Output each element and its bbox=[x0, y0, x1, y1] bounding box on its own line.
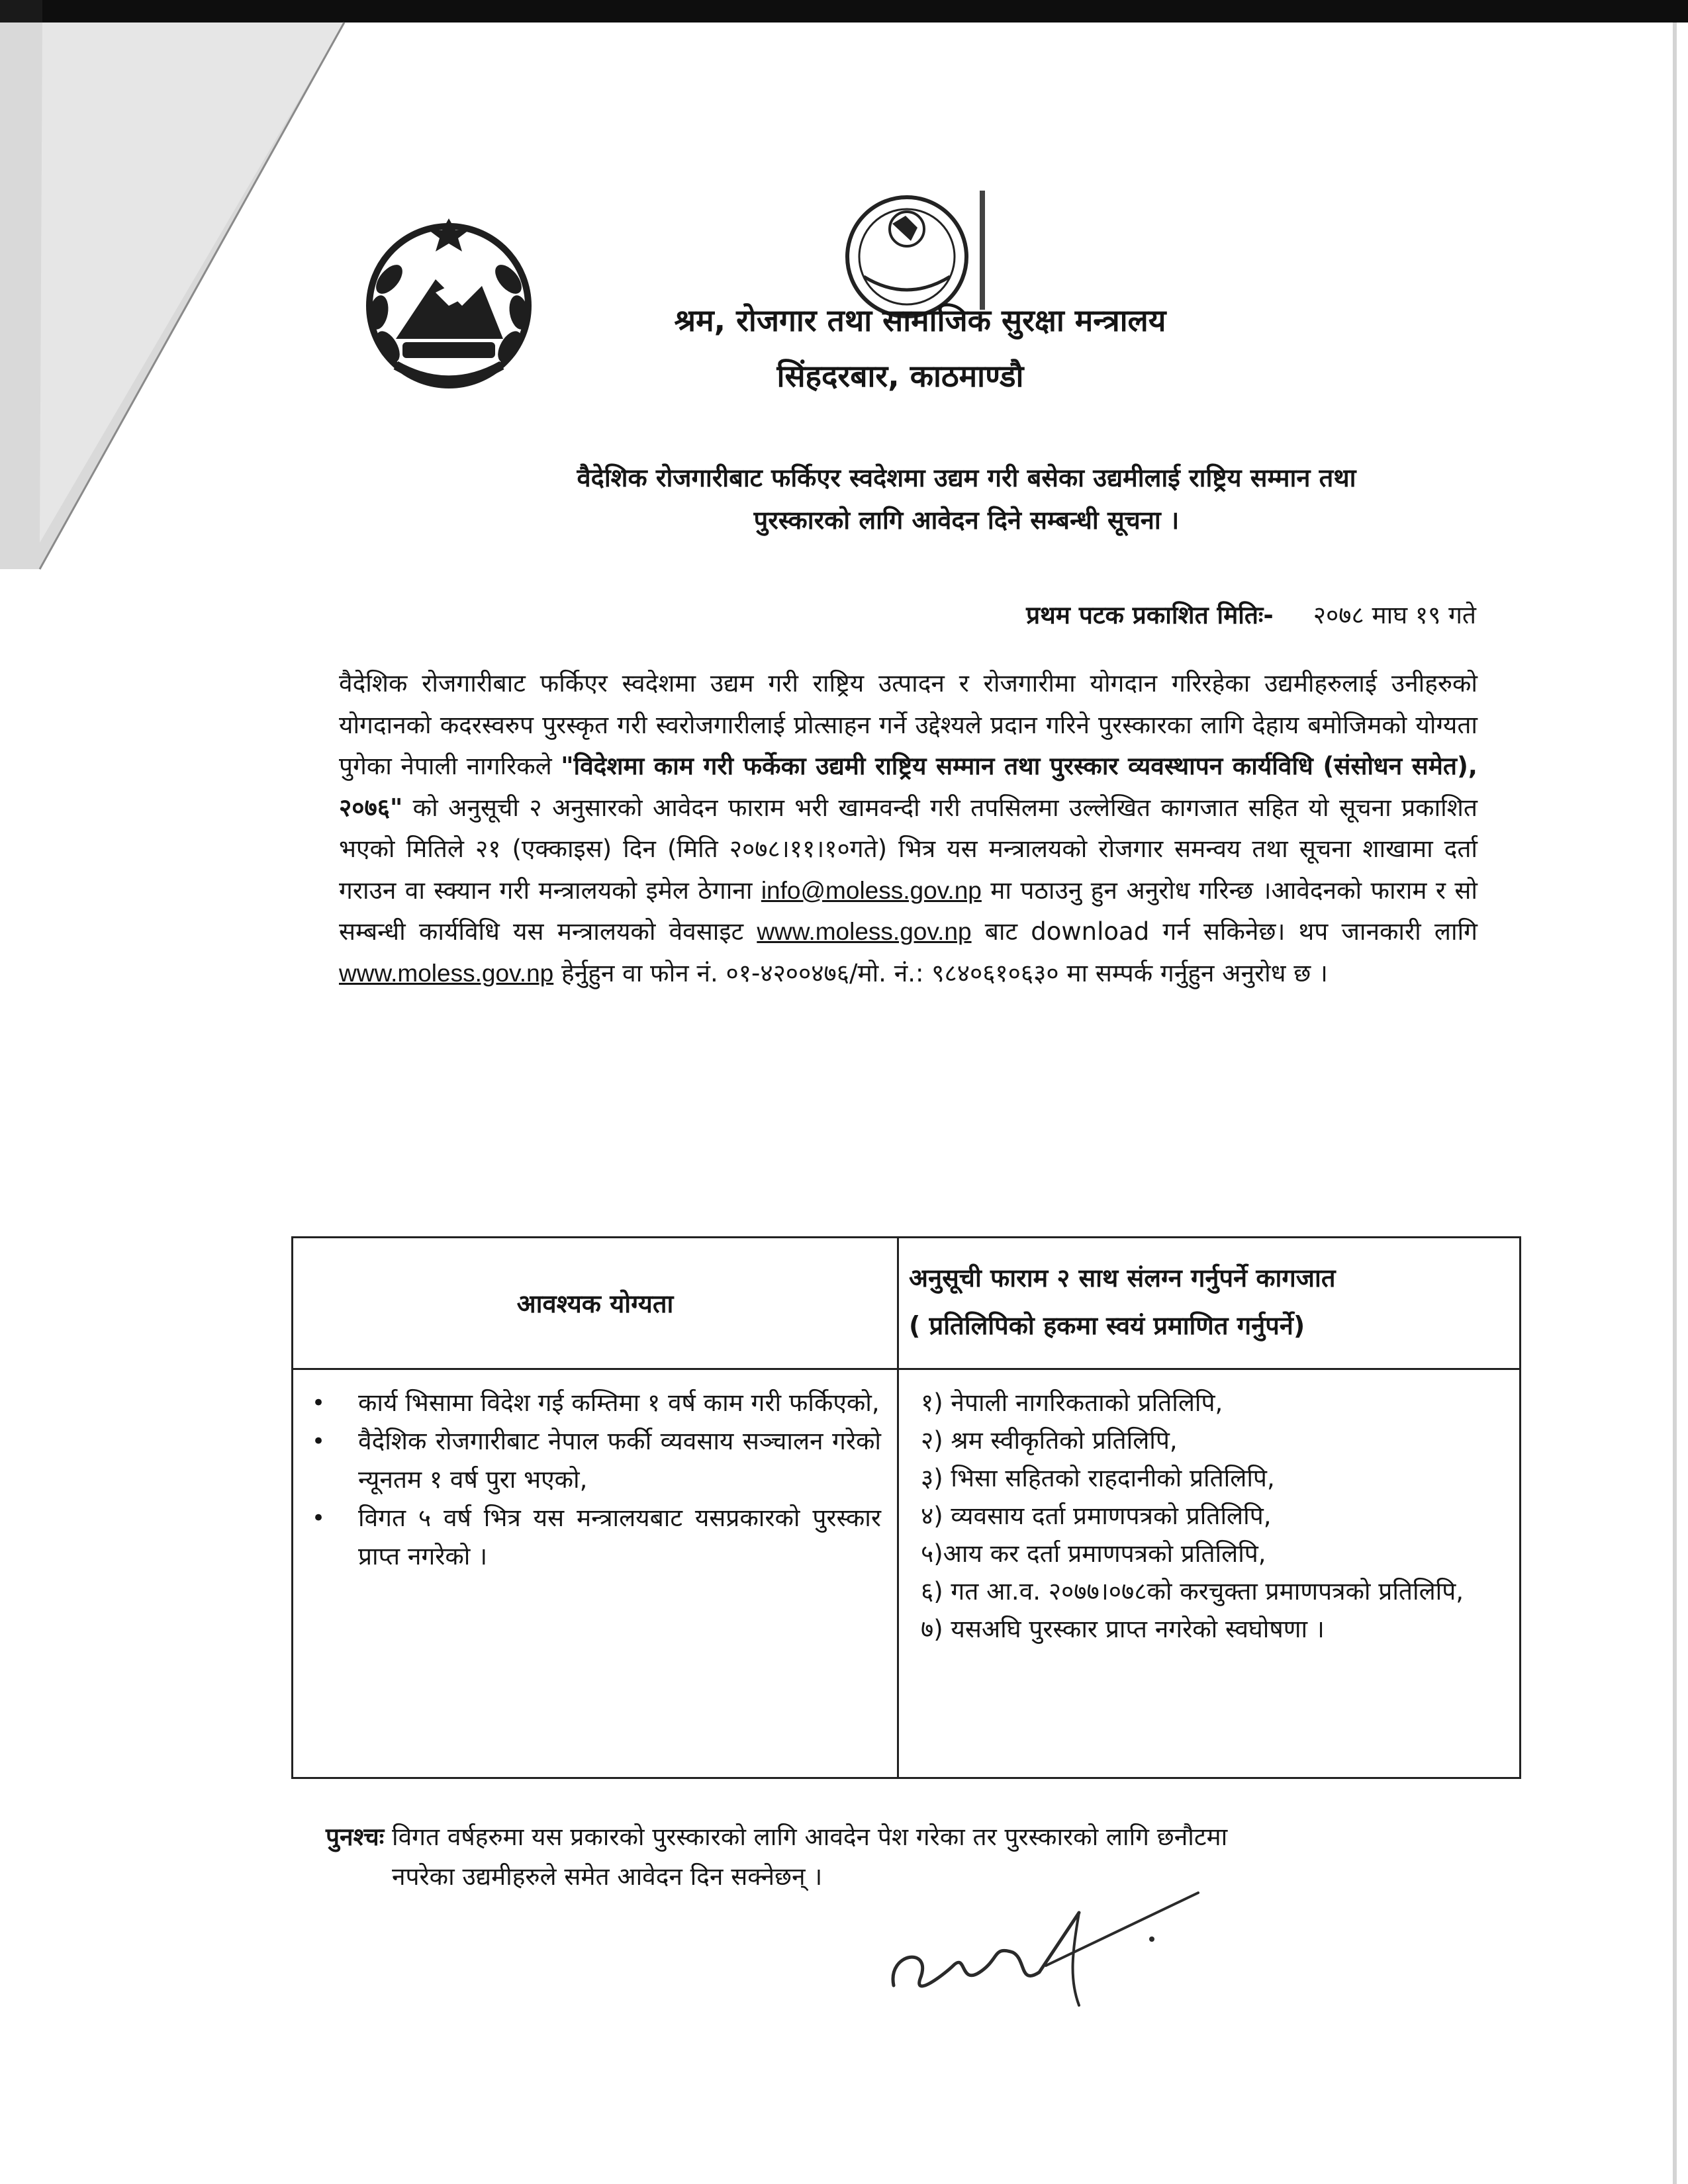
documents-header-line-2: ( प्रतिलिपिको हकमा स्वयं प्रमाणित गर्नुपर्ने) bbox=[909, 1311, 1305, 1340]
body-text-part-4: बाट download गर्न सकिनेछ। थप जानकारी लागि bbox=[971, 917, 1477, 946]
notice-subject-line-2: पुरस्कारको लागि आवेदन दिने सम्बन्धी सूचना । bbox=[753, 506, 1180, 535]
bullet-icon: • bbox=[312, 1505, 326, 1531]
document-item: ३) भिसा सहितको राहदानीको प्रतिलिपि, bbox=[921, 1464, 1275, 1492]
eligibility-item bbox=[312, 1384, 881, 1422]
document-item: ६) गत आ.व. २०७७।०७८को करचुक्ता प्रमाणपत्रको प्रतिलिपि, bbox=[921, 1577, 1464, 1606]
document-item: १) नेपाली नागरिकताको प्रतिलिपि, bbox=[921, 1388, 1223, 1417]
body-text-part-5: हेर्नुहुन वा फोन नं. ०१-४२००४७६/मो. नं.: ९८४०६१०६३० मा सम्पर्क गर्नुहुन अनुरोध छ । bbox=[553, 958, 1328, 987]
documents-list bbox=[921, 1384, 1503, 1648]
eligibility-item bbox=[312, 1499, 881, 1576]
notice-subject-line-1: वैदेशिक रोजगारीबाट फर्किएर स्वदेशमा उद्यम गरी बसेका उद्यमीलाई राष्ट्रिय सम्मान तथा bbox=[577, 463, 1356, 492]
published-date-label: प्रथम पटक प्रकाशित मितिः- bbox=[1026, 601, 1274, 629]
notice-subject bbox=[463, 457, 1470, 541]
website-link[interactable]: www.moless.gov.np bbox=[757, 918, 972, 945]
email-link[interactable]: info@moless.gov.np bbox=[761, 876, 982, 904]
body-text-part-1: वैदेशिक रोजगारीबाट फर्किएर स्वदेशमा उद्यम गरी राष्ट्रिय उत्पादन र रोजगारीमा योगदान गरिरहेका उद्यमीहरुलाई उनीहरुको योगदानको कदरस्वरुप पुरस्कृत गरी स्वरोजगारीलाई प्रोत्साहन गर्ने उद्देश्यले प्रदान गरिने पुरस्कारका लागि देहाय बमोजिमको योग्यता पुगेका नेपाली नागरिकले bbox=[339, 669, 1477, 780]
requirements-table bbox=[291, 1236, 1521, 1779]
published-date-value: २०७८ माघ १९ गते bbox=[1313, 601, 1476, 629]
eligibility-item-text: कार्य भिसामा विदेश गई कम्तिमा १ वर्ष काम गरी फर्किएको, bbox=[358, 1388, 880, 1417]
body-text-part-2: को अनुसूची २ अनुसारको आवेदन फाराम भरी खामवन्दी गरी तपसिलमा उल्लेखित कागजात सहित यो सूचना प्रकाशित भएको मितिले २१ (एक्काइस) दिन (मिति २०७८।११।१०गते) भित्र यस मन्त्रालयको रोजगार समन्वय तथा सूचना शाखामा दर्ता गराउन वा स्क्यान गरी मन्त्रालयको इमेल ठेगाना bbox=[339, 793, 1477, 905]
document-item: ७) यसअघि पुरस्कार प्राप्त नगरेको स्वघोषणा । bbox=[921, 1615, 1325, 1643]
eligibility-header: आवश्यक योग्यता bbox=[516, 1289, 674, 1318]
eligibility-item bbox=[312, 1422, 881, 1499]
postscript-label: पुनश्चः bbox=[326, 1823, 385, 1851]
postscript-line-1: विगत वर्षहरुमा यस प्रकारको पुरस्कारको लागि आवदेन पेश गरेका तर पुरस्कारको लागि छनौटमा bbox=[384, 1823, 1228, 1851]
documents-header bbox=[909, 1254, 1505, 1349]
documents-header-line-1: अनुसूची फाराम २ साथ संलग्न गर्नुपर्ने कागजात bbox=[909, 1263, 1336, 1293]
procedure-title: "विदेशमा काम गरी फर्केका उद्यमी राष्ट्रिय सम्मान तथा पुरस्कार व्यवस्थापन कार्यविधि (संसोधन समेत), २०७६" bbox=[339, 752, 1477, 822]
eligibility-item-text: विगत ५ वर्ष भित्र यस मन्त्रालयबाट यसप्रकारको पुरस्कार प्राप्त नगरेको । bbox=[358, 1504, 881, 1570]
document-item: २) श्रम स्वीकृतिको प्रतिलिपि, bbox=[921, 1426, 1178, 1455]
website-link-2[interactable]: www.moless.gov.np bbox=[339, 959, 554, 987]
signature-icon bbox=[880, 1873, 1211, 2032]
published-date-line bbox=[861, 597, 1476, 631]
ministry-address: सिंहदरबार, काठमाण्डौ bbox=[776, 358, 1024, 394]
notice-body bbox=[339, 663, 1477, 994]
table-column-divider bbox=[897, 1238, 899, 1777]
ministry-name: श्रम, रोजगार तथा सामाजिक सुरक्षा मन्त्रालय bbox=[674, 302, 1166, 338]
eligibility-list bbox=[312, 1384, 881, 1576]
document-item: ५)आय कर दर्ता प्रमाणपत्रको प्रतिलिपि, bbox=[921, 1539, 1266, 1568]
table-header-divider bbox=[293, 1368, 1519, 1370]
postscript-line-2: नपरेका उद्यमीहरुले समेत आवेदन दिन सक्नेछन् । bbox=[392, 1862, 823, 1891]
eligibility-item-text: वैदेशिक रोजगारीबाट नेपाल फर्की व्यवसाय सञ्चालन गरेको न्यूनतम १ वर्ष पुरा भएको, bbox=[358, 1427, 881, 1494]
document-item: ४) व्यवसाय दर्ता प्रमाणपत्रको प्रतिलिपि, bbox=[921, 1502, 1272, 1530]
body-text-part-3: मा पठाउनु हुन अनुरोध गरिन्छ ।आवेदनको फाराम र सो सम्बन्धी कार्यविधि यस मन्त्रालयको वेवसाइट bbox=[339, 876, 1477, 946]
bullet-icon: • bbox=[312, 1390, 326, 1416]
nepal-government-emblem-icon bbox=[350, 206, 548, 405]
bullet-icon: • bbox=[312, 1428, 326, 1455]
